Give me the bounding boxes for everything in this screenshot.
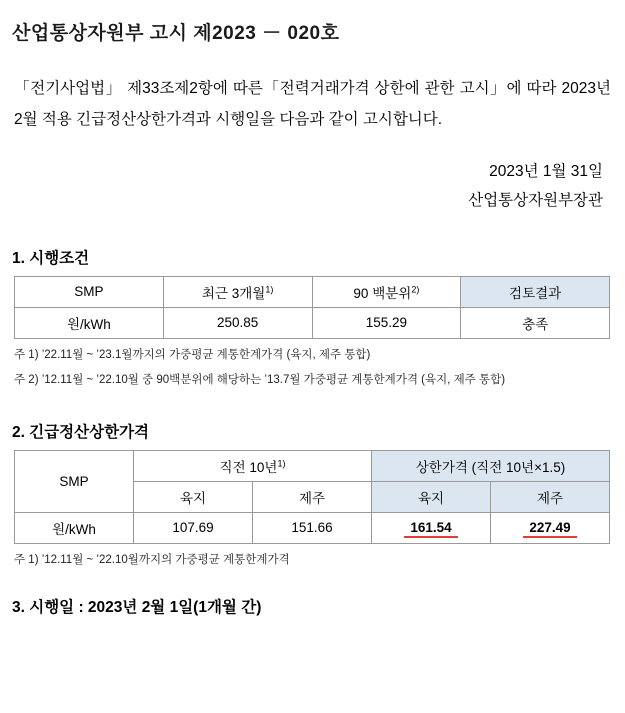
table-row: [15, 276, 610, 307]
section1-heading: 1. 시행조건: [12, 249, 90, 267]
table-header-cell-result: 검토결과: [461, 276, 610, 307]
section2-table: [14, 450, 610, 544]
table-cell: 250.85: [163, 307, 312, 338]
table-subheader-cell: 육지: [372, 481, 491, 512]
table-header-group-prev10: 직전 10년$^{1)}$: [134, 450, 372, 481]
table-header-cell: 최근 3개월$^{1)}$: [163, 276, 312, 307]
table-header-group-cap: 상한가격 (직전 10년×1.5): [372, 450, 610, 481]
table-row: [15, 512, 610, 543]
table-subheader-cell: 육지: [134, 481, 253, 512]
table-cell-result: 충족: [461, 307, 610, 338]
signature-block: [0, 157, 603, 216]
notice-paragraph: 「전기사업법」 제33조제2항에 따른「전력거래가격 상한에 관한 고시」에 따라 2023년 2월 적용 긴급정산상한가격과 시행일을 다음과 같이 고시합니다.: [14, 80, 611, 128]
section1-note-1: 주 1) ’22.11월 ~ ’23.1월까지의 가중평균 계통한계가격 (육지, 제주 통합): [14, 348, 371, 361]
table-cell: 원/kWh: [15, 512, 134, 543]
table-header-cell: 90 백분위$^{2)}$: [312, 276, 461, 307]
notice-issuer: 산업통상자원부장관: [468, 192, 603, 210]
table-header-cell: SMP: [15, 276, 164, 307]
table-cell-highlighted: 161.54: [372, 512, 491, 543]
section3-text: 3. 시행일 : 2023년 2월 1일(1개월 간): [12, 599, 262, 617]
table-header-cell: SMP: [15, 450, 134, 512]
table-cell: 107.69: [134, 512, 253, 543]
section2-heading: 2. 긴급정산상한가격: [12, 423, 150, 441]
section1-table: [14, 276, 610, 339]
table-row: [15, 450, 610, 481]
section1-note-2: 주 2) ’12.11월 ~ ’22.10월 중 90백분위에 해당하는 ’13.7월 가중평균 계통한계가격 (육지, 제주 통합): [14, 374, 506, 387]
table-subheader-cell: 제주: [491, 481, 610, 512]
table-cell-highlighted: 227.49: [491, 512, 610, 543]
table-cell: 151.66: [253, 512, 372, 543]
section2-note-1: 주 1) ’12.11월 ~ ’22.10월까지의 가중평균 계통한계가격: [14, 553, 290, 566]
document-page: [0, 18, 625, 713]
notice-date: 2023년 1월 31일: [489, 163, 603, 180]
table-subheader-cell: 제주: [253, 481, 372, 512]
page-title: 산업통상자원부 고시 제2023 － 020호: [12, 23, 340, 44]
table-cell: 원/kWh: [15, 307, 164, 338]
table-row: [15, 307, 610, 338]
table-cell: 155.29: [312, 307, 461, 338]
